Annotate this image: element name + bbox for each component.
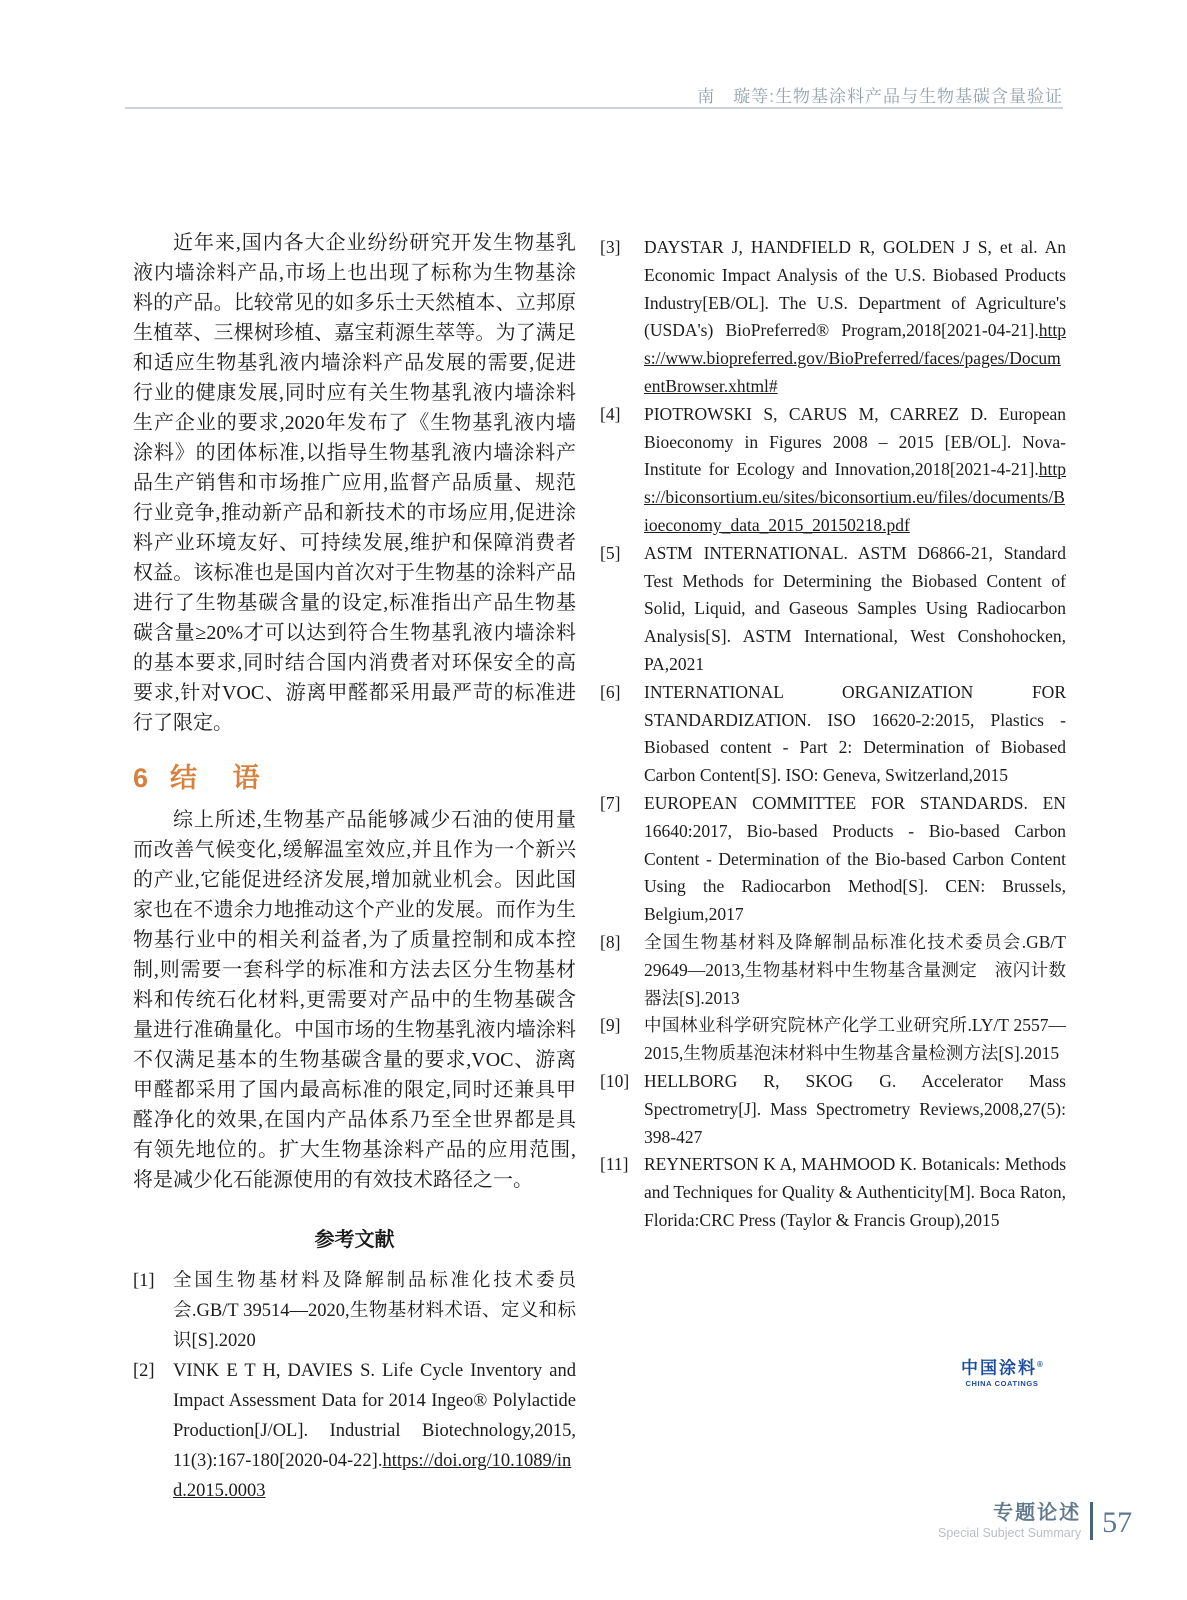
- reference-number: [8]: [600, 931, 621, 952]
- reference-number: [10]: [600, 1070, 630, 1091]
- reference-number: [7]: [600, 792, 621, 813]
- reference-number: [3]: [600, 237, 621, 257]
- reference-number: [4]: [600, 403, 621, 424]
- reference-text: ASTM INTERNATIONAL. ASTM D6866-21, Standard Test Methods for Determining the Biobased Content of Solid, Liquid, and Gaseous Samples Using Radiocarbon Analysis[S]. ASTM International, West Conshohocken, PA,2021: [644, 542, 1066, 674]
- reference-text: 全国生物基材料及降解制品标准化技术委员会.GB/T 39514—2020,生物基材料术语、定义和标识[S].2020: [173, 1271, 576, 1351]
- reference-link[interactable]: https://biconsortium.eu/sites/biconsortium.eu/files/documents/Bioeconomy_data_2015_20150218.pdf: [644, 459, 1066, 535]
- logo-text: 中国涂料: [961, 1358, 1037, 1378]
- reference-item: [133, 1266, 576, 1356]
- right-column: [600, 234, 1066, 1235]
- references-title: 参考文献: [314, 1229, 395, 1251]
- logo-subtitle: CHINA COATINGS: [965, 1378, 1039, 1388]
- reference-item: [600, 790, 1066, 929]
- registered-mark-icon: ®: [1037, 1360, 1043, 1369]
- reference-number: [2]: [133, 1361, 155, 1381]
- reference-item: [600, 679, 1066, 790]
- footer-section-en: Special Subject Summary: [938, 1526, 1082, 1540]
- reference-number: [5]: [600, 542, 621, 563]
- reference-item: [600, 1012, 1066, 1068]
- reference-item: [600, 401, 1066, 540]
- footer-section-labels: [938, 1502, 1081, 1540]
- reference-item: [133, 1356, 576, 1506]
- footer-section-cn: 专题论述: [993, 1502, 1082, 1524]
- reference-text: HELLBORG R, SKOG G. Accelerator Mass Spectrometry[J]. Mass Spectrometry Reviews,2008,27(5): 398-427: [644, 1070, 1066, 1147]
- reference-number: [11]: [600, 1154, 629, 1175]
- reference-item: [600, 1068, 1066, 1151]
- reference-item: [600, 929, 1066, 1012]
- reference-link[interactable]: https://www.biopreferred.gov/BioPreferred/faces/pages/DocumentBrowser.xhtml#: [644, 320, 1066, 396]
- reference-text: REYNERTSON K A, MAHMOOD K. Botanicals: Methods and Techniques for Quality & Authenticity[M]. Boca Raton, Florida:CRC Press (Taylor & Francis Group),2015: [644, 1154, 1066, 1230]
- references-list-left: [133, 1266, 576, 1506]
- reference-text: DAYSTAR J, HANDFIELD R, GOLDEN J S, et al. An Economic Impact Analysis of the U.S. Biobased Products Industry[EB/OL]. The U.S. Department of Agriculture's (USDA's) BioPreferred® Program,2018[2021-04-21].: [644, 237, 1066, 341]
- logo-wordmark: [961, 1356, 1043, 1378]
- page-number: 57: [1102, 1506, 1133, 1539]
- china-coatings-logo: [961, 1356, 1043, 1388]
- reference-text: VINK E T H, DAVIES S. Life Cycle Inventory and Impact Assessment Data for 2014 Ingeo® Polylactide Production[J/OL]. Industrial Biotechnology,2015, 11(3):167-180[2020-04-22].: [173, 1361, 576, 1471]
- running-header: 南 璇等:生物基涂料产品与生物基碳含量验证: [697, 87, 1063, 106]
- reference-link[interactable]: https://doi.org/10.1089/ind.2015.0003: [173, 1451, 572, 1501]
- reference-text: 中国林业科学研究院林产化学工业研究所.LY/T 2557—2015,生物质基泡沫材料中生物基含量检测方法[S].2015: [644, 1015, 1066, 1064]
- reference-item: [600, 1151, 1066, 1234]
- section-title: 结 语: [170, 763, 274, 793]
- header-divider: [125, 107, 1063, 109]
- page-footer: [938, 1502, 1132, 1540]
- reference-text: EUROPEAN COMMITTEE FOR STANDARDS. EN 16640:2017, Bio-based Products - Bio-based Carbon Content - Determination of the Bio-based Carbon Content Using the Radiocarbon Method[S]. CEN: Brussels, Belgium,2017: [644, 792, 1066, 925]
- reference-item: [600, 540, 1066, 679]
- body-paragraph: 近年来,国内各大企业纷纷研究开发生物基乳液内墙涂料产品,市场上也出现了标称为生物基涂料的产品。比较常见的如多乐士天然植本、立邦原生植萃、三棵树珍植、嘉宝莉源生萃等。为了满足和适应生物基乳液内墙涂料产品发展的需要,促进行业的健康发展,同时应有关生物基乳液内墙涂料生产企业的要求,2020年发布了《生物基乳液内墙涂料》的团体标准,以指导生物基乳液内墙涂料产品生产销售和市场推广应用,监督产品质量、规范行业竞争,推动新产品和新技术的市场应用,促进涂料产业环境友好、可持续发展,维护和保障消费者权益。该标准也是国内首次对于生物基的涂料产品进行了生物基碳含量的设定,标准指出产品生物基碳含量≥20%才可以达到符合生物基乳液内墙涂料的基本要求,同时结合国内消费者对环保安全的高要求,针对VOC、游离甲醛都采用最严苛的标准进行了限定。: [133, 232, 576, 734]
- reference-text: 全国生物基材料及降解制品标准化技术委员会.GB/T 29649—2013,生物基材料中生物基含量测定 液闪计数器法[S].2013: [644, 931, 1066, 1008]
- body-paragraph: 综上所述,生物基产品能够减少石油的使用量而改善气候变化,缓解温室效应,并且作为一个新兴的产业,它能促进经济发展,增加就业机会。因此国家也在不遗余力地推动这个产业的发展。而作为生物基行业中的相关利益者,为了质量控制和成本控制,则需要一套科学的标准和方法去区分生物基材料和传统石化材料,更需要对产品中的生物基碳含量进行准确量化。中国市场的生物基乳液内墙涂料不仅满足基本的生物基碳含量的要求,VOC、游离甲醛都采用了国内最高标准的限定,同时还兼具甲醛净化的效果,在国内产品体系乃至全世界都是具有领先地位的。扩大生物基涂料产品的应用范围,将是减少化石能源使用的有效技术路径之一。: [133, 809, 576, 1191]
- section-number: 6: [133, 763, 149, 793]
- reference-text: INTERNATIONAL ORGANIZATION FOR STANDARDIZATION. ISO 16620-2:2015, Plastics - Biobased content - Part 2: Determination of Biobased Carbon Content[S]. ISO: Geneva, Switzerland,2015: [644, 681, 1066, 786]
- reference-number: [6]: [600, 681, 621, 702]
- section-heading: [133, 756, 576, 795]
- reference-number: [1]: [133, 1271, 155, 1291]
- footer-divider-bar: [1090, 1502, 1093, 1540]
- reference-number: [9]: [600, 1015, 621, 1036]
- reference-text: PIOTROWSKI S, CARUS M, CARREZ D. European Bioeconomy in Figures 2008 – 2015 [EB/OL]. Nova-Institute for Ecology and Innovation,2018[2021-4-21].: [644, 403, 1066, 480]
- references-list-right: [600, 234, 1066, 1235]
- left-column: [133, 228, 576, 1506]
- reference-item: [600, 234, 1066, 401]
